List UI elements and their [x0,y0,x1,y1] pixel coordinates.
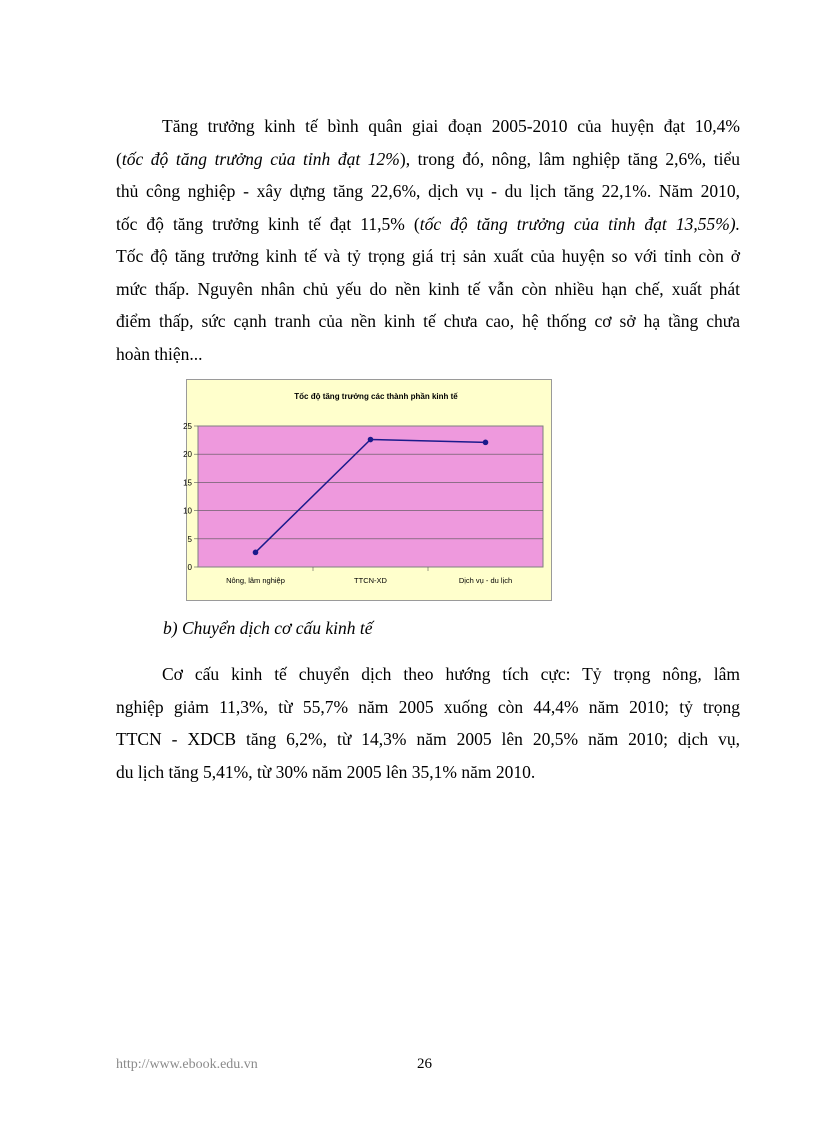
para1-line-3: thủ công nghiệp - xây dựng tăng 22,6%, dịch vụ - du lịch tăng 22,1%. Năm 2010, [116,181,740,201]
para2-line-2: nghiệp giảm 11,3%, từ 55,7% năm 2005 xuống còn 44,4% năm 2010; tỷ trọng [116,696,740,717]
footer-url[interactable]: http://www.ebook.edu.vn [116,1057,258,1072]
data-point [483,440,489,446]
para1-line-8: hoàn thiện... [116,343,203,364]
data-point [253,550,259,556]
x-tick-label: Nông, lâm nghiệp [226,576,285,585]
plot-area [198,426,543,567]
data-point [368,437,374,443]
para2-line-1: Cơ cấu kinh tế chuyển dịch theo hướng tích cực: Tỷ trọng nông, lâm [162,664,740,684]
paragraph-growth [116,110,740,370]
x-tick-label: Dịch vụ - du lịch [458,576,513,585]
growth-line-chart [183,379,552,601]
chart-title: Tốc độ tăng trưởng các thành phần kinh tế [294,392,458,401]
y-tick-label: 0 [187,563,192,572]
section-subheading: b) Chuyển dịch cơ cấu kinh tế [163,618,373,638]
para1-line-5: Tốc độ tăng trưởng kinh tế và tỷ trọng giá trị sản xuất của huyện so với tỉnh còn ở [116,246,740,266]
para1-line-1: Tăng trưởng kinh tế bình quân giai đoạn 2005-2010 của huyện đạt 10,4% [162,116,740,136]
x-tick-label: TTCN-XD [354,576,387,585]
provincial-rate-2010-note: tốc độ tăng trưởng của tỉnh đạt 13,55%). [419,213,740,234]
para2-line-4: du lịch tăng 5,41%, từ 30% năm 2005 lên 35,1% năm 2010. [116,761,536,782]
y-tick-label: 5 [187,534,192,544]
para1-line-6: mức thấp. Nguyên nhân chủ yếu do nền kinh tế vẫn còn nhiều hạn chế, xuất phát [116,278,740,299]
para1-line-7: điểm thấp, sức cạnh tranh của nền kinh tế chưa cao, hệ thống cơ sở hạ tầng chưa [116,311,740,331]
paragraph-structure [116,658,740,788]
y-tick-label: 20 [183,450,192,460]
provincial-rate-note: tốc độ tăng trưởng của tỉnh đạt 12% [121,148,400,169]
para1-line-2: (tốc độ tăng trưởng của tỉnh đạt 12%), trong đó, nông, lâm nghiệp tăng 2,6%, tiểu [116,148,741,169]
para1-line-4: tốc độ tăng trưởng kinh tế đạt 11,5% (tốc độ tăng trưởng của tỉnh đạt 13,55%). [116,213,740,234]
y-tick-label: 10 [183,506,192,516]
page-number: 26 [417,1056,432,1072]
y-tick-label: 25 [183,422,192,431]
para2-line-3: TTCN - XDCB tăng 6,2%, từ 14,3% năm 2005 lên 20,5% năm 2010; dịch vụ, [116,729,740,749]
y-tick-label: 15 [183,478,192,488]
